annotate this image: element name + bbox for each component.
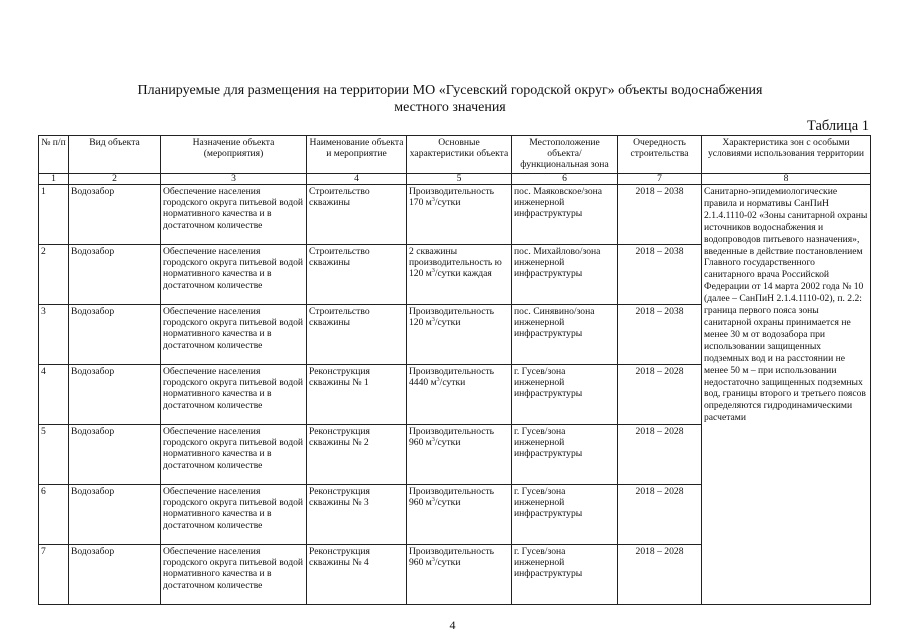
column-number: 3 [161,174,307,185]
row-number: 5 [39,425,69,485]
construction-period: 2018 – 2028 [618,545,702,605]
column-header: № п/п [39,136,69,174]
table-label: Таблица 1 [806,118,869,134]
characteristics-unit: /сутки [434,317,461,329]
zone-characteristics: Санитарно-эпидемиологические правила и нормативы СанПиН 2.1.4.1110-02 «Зоны санитарной охраны источников водоснабжения и водопроводов питьевого назначения», введенные в действие постановлением Главного государственного санитарного врача Российской Федерации от 14 марта 2002 года № 10 (далее – СанПиН 2.1.4.1110-02), п. 2.2: граница первого пояса зоны санитарной охраны принимается не менее 30 м от водозабора при использовании защищенных подземных вод и на расстоянии не менее 50 м – при использовании недостаточно защищенных подземных вод, границы второго и третьего поясов определяются гидродинамическими расчетами [702,185,871,605]
row-number: 2 [39,245,69,305]
object-location: г. Гусев/зона инженерной инфраструктуры [512,365,618,425]
unit-superscript: 3 [431,437,435,444]
column-header: Наименование объекта и мероприятие [307,136,407,174]
unit-superscript: 3 [431,497,435,504]
object-characteristics [407,485,512,545]
column-header: Основные характеристики объекта [407,136,512,174]
object-purpose: Обеспечение населения городского округа питьевой водой нормативного качества и в достаточном количестве [161,485,307,545]
characteristics-text: Производительность 170 м [409,186,495,209]
characteristics-text: Производительность 960 м [409,486,495,509]
header-row [39,136,871,174]
object-purpose: Обеспечение населения городского округа питьевой водой нормативного качества и в достаточном количестве [161,305,307,365]
object-type: Водозабор [69,185,161,245]
column-header: Назначение объекта (мероприятия) [161,136,307,174]
object-purpose: Обеспечение населения городского округа питьевой водой нормативного качества и в достаточном количестве [161,245,307,305]
column-number: 2 [69,174,161,185]
table-row [39,185,871,245]
object-characteristics [407,185,512,245]
construction-period: 2018 – 2038 [618,245,702,305]
column-number: 8 [702,174,871,185]
characteristics-unit: /сутки [434,557,461,569]
row-number: 6 [39,485,69,545]
column-header: Местоположение объекта/ функциональная зона [512,136,618,174]
column-number: 1 [39,174,69,185]
object-type: Водозабор [69,545,161,605]
characteristics-unit: /сутки [434,437,461,449]
document-title [100,82,800,116]
object-purpose: Обеспечение населения городского округа питьевой водой нормативного качества и в достаточном количестве [161,185,307,245]
unit-superscript: 3 [431,197,435,204]
page-number: 4 [449,618,456,632]
unit-superscript: 3 [431,268,435,275]
object-purpose: Обеспечение населения городского округа питьевой водой нормативного качества и в достаточном количестве [161,365,307,425]
object-name: Реконструкция скважины № 4 [307,545,407,605]
row-number: 4 [39,365,69,425]
object-type: Водозабор [69,305,161,365]
object-name: Строительство скважины [307,245,407,305]
characteristics-text: Производительность 120 м [409,306,495,329]
object-location: г. Гусев/зона инженерной инфраструктуры [512,485,618,545]
characteristics-unit: /сутки каждая [434,268,492,280]
title-line-1: Планируемые для размещения на территории МО «Гусевский городской округ» объекты водоснабжения [137,83,763,98]
object-location: пос. Синявино/зона инженерной инфраструктуры [512,305,618,365]
characteristics-unit: /сутки [439,377,466,389]
object-name: Реконструкция скважины № 1 [307,365,407,425]
object-characteristics [407,365,512,425]
column-number: 5 [407,174,512,185]
object-location: пос. Маяковское/зона инженерной инфраструктуры [512,185,618,245]
object-purpose: Обеспечение населения городского округа питьевой водой нормативного качества и в достаточном количестве [161,545,307,605]
object-location: пос. Михайлово/зона инженерной инфраструктуры [512,245,618,305]
characteristics-text: Производительность 960 м [409,426,495,449]
unit-superscript: 3 [436,377,440,384]
object-characteristics [407,245,512,305]
column-header: Характеристика зон с особыми условиями использования территории [702,136,871,174]
object-characteristics [407,305,512,365]
construction-period: 2018 – 2028 [618,425,702,485]
row-number: 3 [39,305,69,365]
title-line-2: местного значения [394,100,506,115]
object-location: г. Гусев/зона инженерной инфраструктуры [512,545,618,605]
object-characteristics [407,545,512,605]
characteristics-text: 2 скважины производительность ю 120 м [409,246,502,280]
characteristics-text: Производительность 960 м [409,546,495,569]
unit-superscript: 3 [431,317,435,324]
object-name: Реконструкция скважины № 3 [307,485,407,545]
object-type: Водозабор [69,365,161,425]
column-number: 4 [307,174,407,185]
construction-period: 2018 – 2028 [618,485,702,545]
characteristics-unit: /сутки [434,497,461,509]
characteristics-unit: /сутки [434,197,461,209]
characteristics-text: Производительность 4440 м [409,366,495,389]
column-number: 6 [512,174,618,185]
row-number: 1 [39,185,69,245]
water-supply-table [38,135,871,605]
construction-period: 2018 – 2028 [618,365,702,425]
column-header: Очередность строительства [618,136,702,174]
object-location: г. Гусев/зона инженерной инфраструктуры [512,425,618,485]
construction-period: 2018 – 2038 [618,185,702,245]
row-number: 7 [39,545,69,605]
object-type: Водозабор [69,425,161,485]
object-type: Водозабор [69,245,161,305]
object-purpose: Обеспечение населения городского округа питьевой водой нормативного качества и в достаточном количестве [161,425,307,485]
column-header: Вид объекта [69,136,161,174]
unit-superscript: 3 [431,557,435,564]
object-type: Водозабор [69,485,161,545]
object-characteristics [407,425,512,485]
column-number-row [39,174,871,185]
object-name: Строительство скважины [307,185,407,245]
object-name: Реконструкция скважины № 2 [307,425,407,485]
construction-period: 2018 – 2038 [618,305,702,365]
object-name: Строительство скважины [307,305,407,365]
column-number: 7 [618,174,702,185]
